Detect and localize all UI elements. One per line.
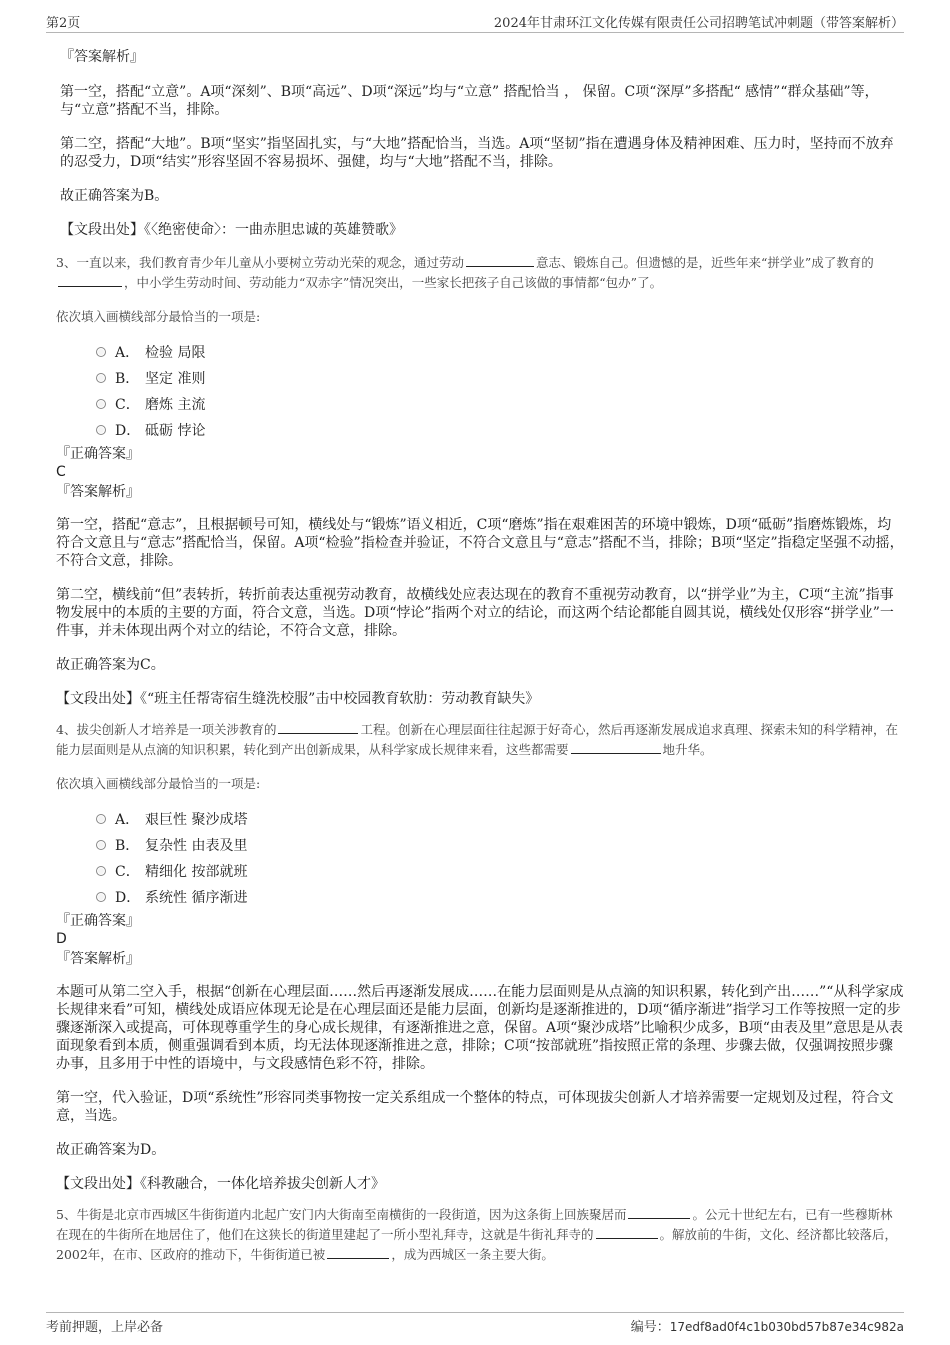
- analysis-label: 『答案解析』: [56, 951, 140, 967]
- radio-button-icon[interactable]: [96, 840, 106, 850]
- question-4: [56, 720, 904, 1193]
- fill-blank: [596, 1225, 658, 1239]
- analysis-paragraph: 第一空，搭配“立意”。A项“深刻”、B项“高远”、D项“深远”均与“立意” 搭配恰当 ， 保留。C项“深厚”多搭配“ 感情”“群众基础”等，与“立意”搭配不当，排除。: [60, 84, 879, 118]
- fill-blank: [466, 253, 534, 267]
- radio-button-icon[interactable]: [96, 866, 106, 876]
- conclusion: 故正确答案为C。: [56, 657, 165, 673]
- radio-button-icon[interactable]: [96, 814, 106, 824]
- correct-answer: C: [56, 464, 66, 480]
- conclusion: 故正确答案为B。: [60, 188, 169, 204]
- correct-answer-label: 『正确答案』: [56, 446, 140, 462]
- question-stem: 5、牛街是北京市西城区牛街街道内北起广安门内大街南至南横街的一段街道，因为这条街上回族聚居而 。公元十世纪左右，已有一些穆斯林在现在的牛街所在地居住了，他们在这狭长的街道里建起了一所小型礼拜寺，这就是牛街礼拜寺的 。解放前的牛街，文化、经济都比较落后，2002年，在市、区政府的推动下，牛街街道已被 ，成为西城区一条主要大街。: [56, 1207, 898, 1262]
- question-5: [56, 1205, 904, 1265]
- conclusion: 故正确答案为D。: [56, 1142, 166, 1158]
- source-citation: 【文段出处】《“班主任帮寄宿生缝洗校服”击中校园教育软肋：劳动教育缺失》: [56, 691, 540, 707]
- analysis-paragraph: 第二空，搭配“大地”。B项“坚实”指坚固扎实，与“大地”搭配恰当，当选。A项“坚韧”指在遭遇身体及精神困难、压力时，坚持而不放弃的忍受力，D项“结实”形容坚固不容易损坏、强健，均与“大地”搭配不当，排除。: [60, 136, 894, 170]
- question-stem: 3、一直以来，我们教育青少年儿童从小要树立劳动光荣的观念，通过劳动 意志、锻炼自己。但遗憾的是，近些年来“拼学业”成了教育的，中小学生劳动时间、劳动能力“双赤字”情况突出，一些家长把孩子自己该做的事情都“包办”了。: [56, 255, 874, 290]
- analysis-paragraph: 第一空，搭配“意志”，且根据顿号可知，横线处与“锻炼”语义相近，C项“磨炼”指在艰难困苦的环境中锻炼，D项“砥砺”指磨炼锻炼，均符合文意且与“意志”搭配恰当，保留。A项“检验”指检查并验证，不符合文意且与“意志”搭配不当，排除；B项“坚定”指稳定坚强不动摇，不符合文意，排除。: [56, 517, 904, 569]
- fill-blank: [327, 1245, 389, 1259]
- analysis-label: 『答案解析』: [60, 49, 144, 65]
- question-3: [56, 253, 904, 708]
- question-instruction: 依次填入画横线部分最恰当的一项是:: [56, 309, 261, 324]
- document-title: 2024年甘肃环江文化传媒有限责任公司招聘笔试冲刺题（带答案解析）: [493, 15, 904, 31]
- option-a[interactable]: A． 检验 局限: [56, 339, 904, 365]
- fill-blank: [278, 720, 358, 734]
- page-header: [46, 10, 904, 33]
- option-list: [56, 806, 904, 910]
- fill-blank: [628, 1205, 690, 1219]
- option-c[interactable]: C． 磨炼 主流: [56, 391, 904, 417]
- option-b[interactable]: B． 复杂性 由表及里: [56, 832, 904, 858]
- radio-button-icon[interactable]: [96, 347, 106, 357]
- analysis-paragraph: 本题可从第二空入手，根据“创新在心理层面……然后再逐渐发展成……在能力层面则是从点滴的知识积累，转化到产出……”“从科学家成长规律来看”可知，横线处成语应体现无论是在心理层面还是能力层面，创新均是逐渐推进的，D项“循序渐进”指学习工作等按照一定的步骤逐渐深入或提高，可体现尊重学生的身心成长规律，有逐渐推进之意，保留。A项“聚沙成塔”比喻积少成多，B项“由表及里”意思是从表面现象看到本质，侧重强调看到本质，均无法体现逐渐推进之意，排除；C项“按部就班”指按照正常的条理、步骤去做，仅强调按照步骤办事，且多用于中性的语境中，与文段感情色彩不符，排除。: [56, 984, 904, 1072]
- question-stem: 4、拔尖创新人才培养是一项关涉教育的 工程。创新在心理层面往往起源于好奇心，然后再逐渐发展成追求真理、探索未知的科学精神，在能力层面则是从点滴的知识积累，转化到产出创新成果，从科学家成长规律来看，这些都需要 地升华。: [56, 722, 898, 757]
- radio-button-icon[interactable]: [96, 373, 106, 383]
- option-d[interactable]: D． 系统性 循序渐进: [56, 884, 904, 910]
- page-number: 第2页: [46, 15, 81, 31]
- source-citation: 【文段出处】《〈绝密使命〉：一曲赤胆忠诚的英雄赞歌》: [60, 222, 403, 238]
- radio-button-icon[interactable]: [96, 892, 106, 902]
- question-instruction: 依次填入画横线部分最恰当的一项是:: [56, 776, 261, 791]
- document-code: 编号：17edf8ad0f4c1b030bd57b87e34c982a: [630, 1320, 904, 1335]
- option-a[interactable]: A． 艰巨性 聚沙成塔: [56, 806, 904, 832]
- option-d[interactable]: D． 砥砺 悖论: [56, 417, 904, 443]
- option-c[interactable]: C． 精细化 按部就班: [56, 858, 904, 884]
- fill-blank: [58, 273, 122, 287]
- fill-blank: [571, 740, 661, 754]
- source-citation: 【文段出处】《科教融合，一体化培养拔尖创新人才》: [56, 1176, 385, 1192]
- analysis-paragraph: 第二空，横线前“但”表转折，转折前表达重视劳动教育，故横线处应表达现在的教育不重视劳动教育，以“拼学业”为主，C项“主流”指事物发展中的本质的主要的方面，符合文意，当选。D项“悖论”指两个对立的结论，而这两个结论都能自圆其说，横线处仅形容“拼学业”一件事，并未体现出两个对立的结论，不符合文意，排除。: [56, 587, 894, 639]
- page-footer: [46, 1312, 904, 1335]
- correct-answer: D: [56, 931, 67, 947]
- radio-button-icon[interactable]: [96, 399, 106, 409]
- analysis-label: 『答案解析』: [56, 484, 140, 500]
- correct-answer-label: 『正确答案』: [56, 913, 140, 929]
- radio-button-icon[interactable]: [96, 425, 106, 435]
- question-2-analysis: [56, 48, 904, 239]
- analysis-paragraph: 第一空，代入验证，D项“系统性”形容同类事物按一定关系组成一个整体的特点，可体现拔尖创新人才培养需要一定规划及过程，符合文意，当选。: [56, 1090, 894, 1124]
- document-body: [56, 44, 904, 1265]
- footer-slogan: 考前押题，上岸必备: [46, 1320, 164, 1335]
- option-list: [56, 339, 904, 443]
- option-b[interactable]: B． 坚定 准则: [56, 365, 904, 391]
